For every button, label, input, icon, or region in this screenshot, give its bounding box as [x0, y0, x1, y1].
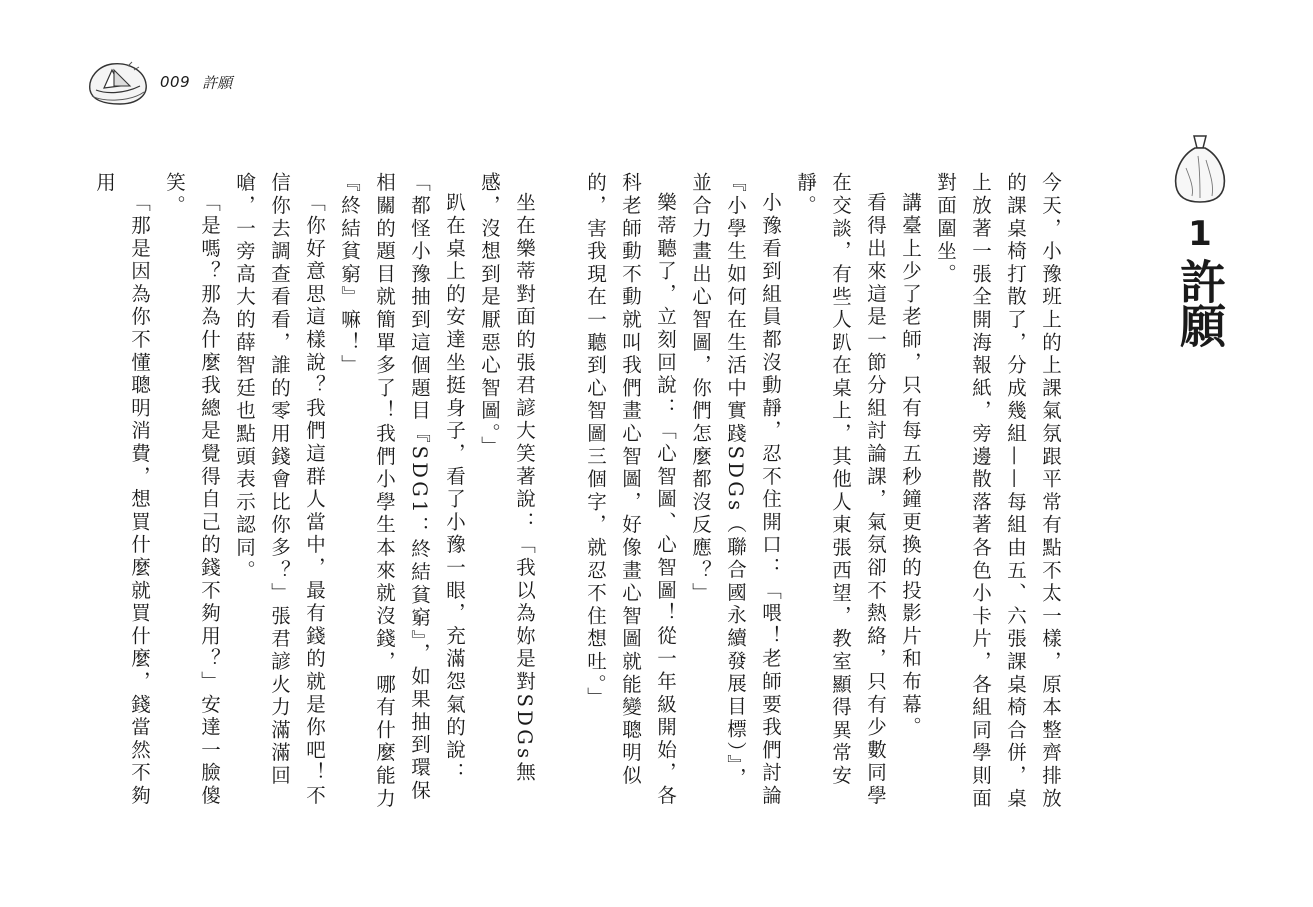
chapter-number: 1: [1188, 214, 1212, 254]
money-bag-icon: [1170, 130, 1230, 206]
paragraph: 看得出來這是一節分組討論課，氣氛卻不熱絡，只有少數同學在交談，有些人趴在桌上，其他人東張西望，教室顯得異常安靜。: [794, 172, 887, 808]
chapter-title: 許願: [1173, 258, 1227, 346]
paragraph: 講臺上少了老師，只有每五秒鐘更換的投影片和布幕。: [899, 191, 922, 739]
paragraph: 趴在桌上的安達坐挺身子，看了小豫一眼，充滿怨氣的說：「都怪小豫抽到這個題目『SDG1：終結貧窮』，如果抽到環保相關的題目就簡單多了！我們小學生本來就沒錢，哪有什麼能力『終結貧窮』嘛！」: [338, 172, 466, 811]
running-title: 許願: [202, 73, 233, 92]
paragraph: 「那是因為你不懂聰明消費，想買什麼就買什麼，錢當然不夠用: [93, 172, 151, 808]
paragraph: 今天，小豫班上的上課氣氛跟平常有點不太一樣，原本整齊排放的課桌椅打散了，分成幾組——每組由五、六張課桌椅合併，桌上放著一張全開海報紙，旁邊散落著各色小卡片，各組同學則面對面圍坐。: [934, 172, 1062, 811]
paragraph: 坐在樂蒂對面的張君諺大笑著說：「我以為妳是對SDGs無感，沒想到是厭惡心智圖。」: [478, 172, 536, 784]
paragraph: 小豫看到組員都沒動靜，忍不住開口：「喂！老師要我們討論『小學生如何在生活中實踐SDGs（聯合國永續發展目標）』，並合力畫出心智圖，你們怎麼都沒反應？」: [689, 172, 782, 808]
body-text: [87, 172, 1068, 812]
ship-emblem-icon: [84, 56, 150, 108]
paragraph: 樂蒂聽了，立刻回說：「心智圖、心智圖！從一年級開始，各科老師動不動就叫我們畫心智圖，好像畫心智圖就能變聰明似的，害我現在一聽到心智圖三個字，就忍不住想吐。」: [584, 172, 677, 808]
paragraph: 「你好意思這樣說？我們這群人當中，最有錢的就是你吧！不信你去調查看看，誰的零用錢會比你多？」張君諺火力滿滿回嗆，一旁高大的薛智廷也點頭表示認同。: [233, 172, 326, 808]
paragraph: 「是嗎？那為什麼我總是覺得自己的錢不夠用？」安達一臉傻笑。: [163, 172, 221, 808]
running-header: [84, 56, 232, 108]
page-number: 009: [160, 73, 191, 91]
chapter-heading: [1160, 130, 1240, 346]
